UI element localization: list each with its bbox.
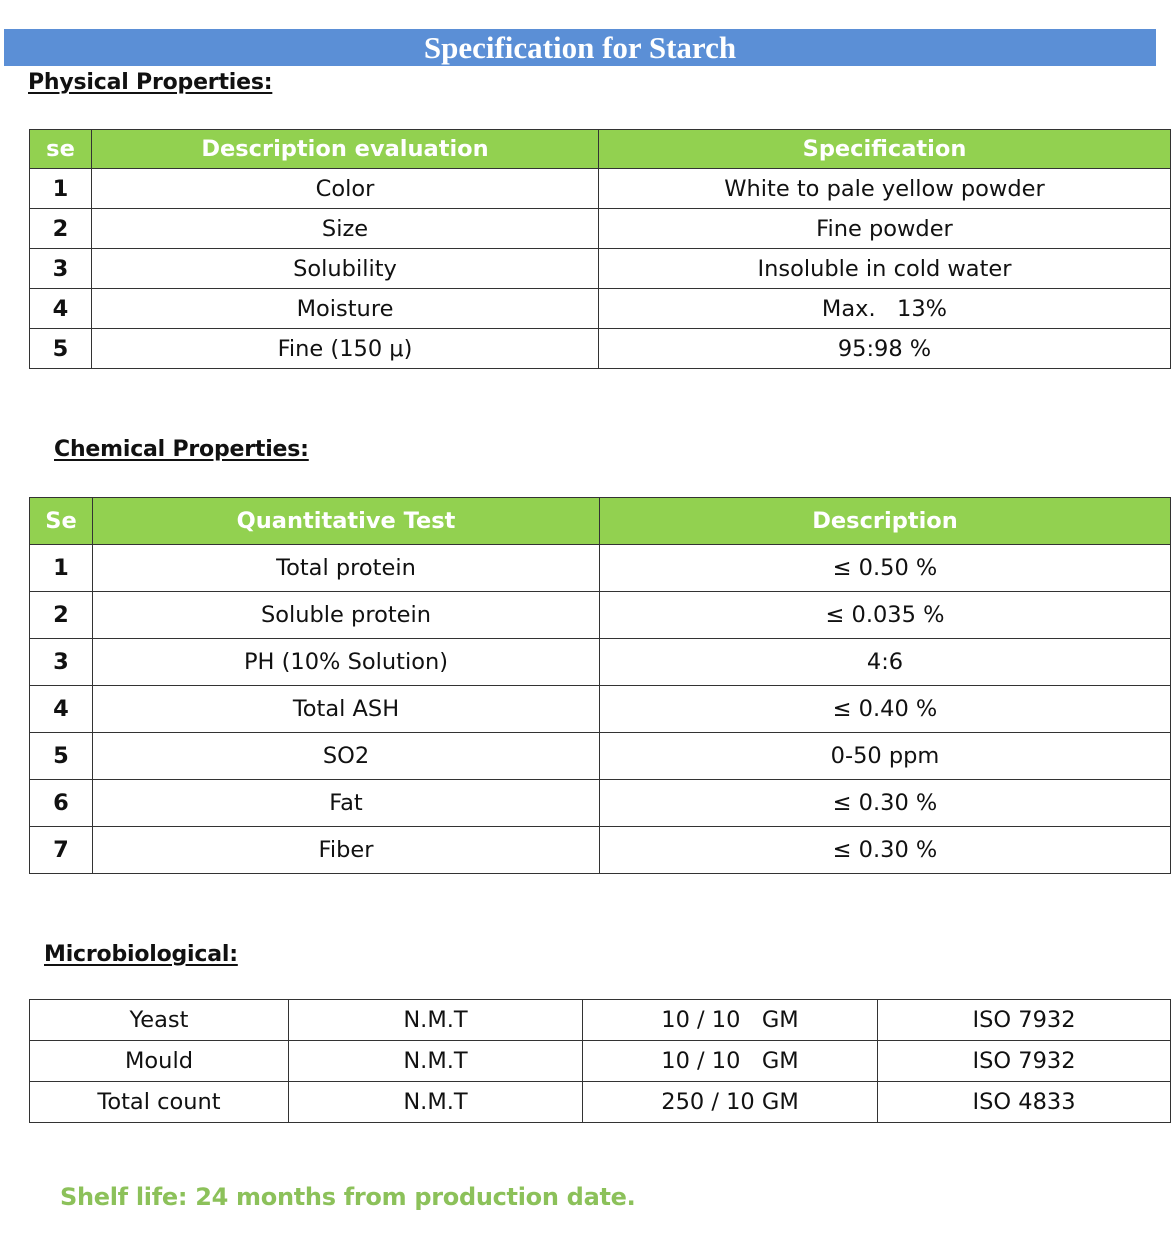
table-row xyxy=(30,827,1171,874)
table-row xyxy=(30,209,1171,249)
row-organism: Yeast xyxy=(30,1000,289,1041)
row-number: 5 xyxy=(30,329,92,369)
microbiological-heading: Microbiological: xyxy=(44,942,238,967)
table-row xyxy=(30,1041,1171,1082)
table-row xyxy=(30,1000,1171,1041)
column-header-se: Se xyxy=(30,498,93,545)
row-number: 1 xyxy=(30,545,93,592)
row-number: 4 xyxy=(30,289,92,329)
row-number: 2 xyxy=(30,209,92,249)
table-header-row xyxy=(30,498,1171,545)
row-description: 0-50 ppm xyxy=(600,733,1171,780)
row-organism: Total count xyxy=(30,1082,289,1123)
row-test: Fat xyxy=(93,780,600,827)
row-test: SO2 xyxy=(93,733,600,780)
row-limit: N.M.T xyxy=(289,1041,583,1082)
row-test: Soluble protein xyxy=(93,592,600,639)
physical-properties-heading: Physical Properties: xyxy=(28,70,273,95)
row-description: Solubility xyxy=(92,249,599,289)
column-header-specification: Specification xyxy=(599,130,1171,169)
row-specification: Max. 13% xyxy=(599,289,1171,329)
row-value: 250 / 10 GM xyxy=(583,1082,878,1123)
row-number: 6 xyxy=(30,780,93,827)
column-header-quantitative-test: Quantitative Test xyxy=(93,498,600,545)
row-limit: N.M.T xyxy=(289,1082,583,1123)
column-header-se: se xyxy=(30,130,92,169)
table-row xyxy=(30,780,1171,827)
document-title: Specification for Starch xyxy=(4,29,1156,66)
row-specification: Fine powder xyxy=(599,209,1171,249)
row-number: 2 xyxy=(30,592,93,639)
row-limit: N.M.T xyxy=(289,1000,583,1041)
row-number: 5 xyxy=(30,733,93,780)
row-description: Size xyxy=(92,209,599,249)
table-row xyxy=(30,329,1171,369)
row-number: 7 xyxy=(30,827,93,874)
row-description: Color xyxy=(92,169,599,209)
row-number: 4 xyxy=(30,686,93,733)
table-row xyxy=(30,249,1171,289)
row-number: 3 xyxy=(30,249,92,289)
shelf-life-note: Shelf life: 24 months from production date. xyxy=(60,1183,636,1211)
row-description: ≤ 0.30 % xyxy=(600,827,1171,874)
row-description: Moisture xyxy=(92,289,599,329)
column-header-description-evaluation: Description evaluation xyxy=(92,130,599,169)
row-description: Fine (150 μ) xyxy=(92,329,599,369)
row-test: Total protein xyxy=(93,545,600,592)
row-standard: ISO 7932 xyxy=(878,1000,1171,1041)
row-description: 4:6 xyxy=(600,639,1171,686)
table-row xyxy=(30,592,1171,639)
row-description: ≤ 0.30 % xyxy=(600,780,1171,827)
row-number: 1 xyxy=(30,169,92,209)
table-row xyxy=(30,545,1171,592)
table-header-row xyxy=(30,130,1171,169)
row-standard: ISO 4833 xyxy=(878,1082,1171,1123)
table-row xyxy=(30,733,1171,780)
row-description: ≤ 0.40 % xyxy=(600,686,1171,733)
row-test: Total ASH xyxy=(93,686,600,733)
table-row xyxy=(30,1082,1171,1123)
row-value: 10 / 10 GM xyxy=(583,1041,878,1082)
row-test: PH (10% Solution) xyxy=(93,639,600,686)
row-standard: ISO 7932 xyxy=(878,1041,1171,1082)
column-header-description: Description xyxy=(600,498,1171,545)
row-organism: Mould xyxy=(30,1041,289,1082)
physical-properties-table xyxy=(29,129,1171,369)
row-specification: 95:98 % xyxy=(599,329,1171,369)
row-value: 10 / 10 GM xyxy=(583,1000,878,1041)
row-test: Fiber xyxy=(93,827,600,874)
row-specification: Insoluble in cold water xyxy=(599,249,1171,289)
microbiological-table xyxy=(29,999,1171,1123)
row-number: 3 xyxy=(30,639,93,686)
row-description: ≤ 0.035 % xyxy=(600,592,1171,639)
table-row xyxy=(30,289,1171,329)
row-specification: White to pale yellow powder xyxy=(599,169,1171,209)
table-row xyxy=(30,686,1171,733)
row-description: ≤ 0.50 % xyxy=(600,545,1171,592)
table-row xyxy=(30,639,1171,686)
table-row xyxy=(30,169,1171,209)
chemical-properties-heading: Chemical Properties: xyxy=(54,437,309,462)
chemical-properties-table xyxy=(29,497,1171,874)
